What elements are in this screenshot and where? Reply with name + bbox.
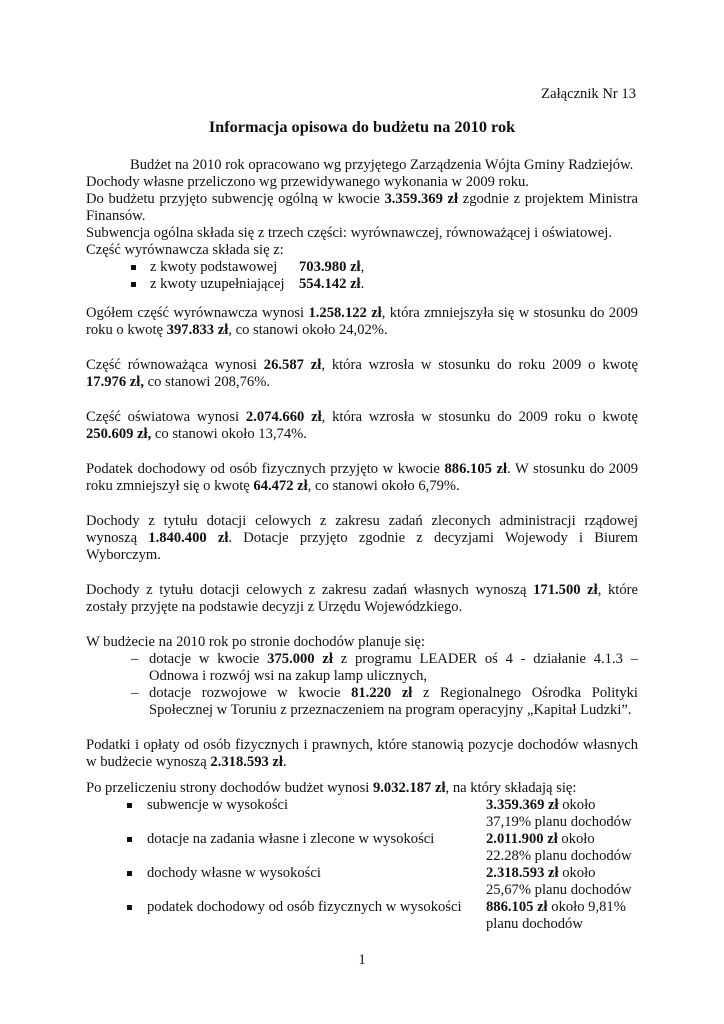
paragraph-line: zostały przyjęte na podstawie decyzji z Urzędu Wojewódzkiego. <box>86 599 463 615</box>
component-amount-value: 554.142 zł <box>299 276 361 292</box>
amount: 1.840.400 zł <box>148 530 229 546</box>
component-amount-value: 703.980 zł <box>299 259 361 275</box>
page-number: 1 <box>358 952 366 968</box>
intro-line-1: Budżet na 2010 rok opracowano wg przyjętego Zarządzenia Wójta Gminy Radziejów. <box>130 157 634 173</box>
square-bullet-icon <box>131 282 136 287</box>
paragraph-line <box>149 651 638 668</box>
planned-item <box>149 685 638 719</box>
square-bullet-icon <box>127 871 132 876</box>
paragraph-line <box>149 685 638 702</box>
amount: 2.318.593 zł <box>486 865 559 881</box>
amount: 2.318.593 zł <box>210 754 283 770</box>
text: dotacje rozwojowe w kwocie <box>149 685 352 701</box>
text: Podatek dochodowy od osób fizycznych przyjęto w kwocie <box>86 461 445 477</box>
text: Dochody z tytułu dotacji celowych z zakresu zadań własnych wynoszą <box>86 582 534 598</box>
amount: 64.472 zł <box>253 478 308 494</box>
amount: 397.833 zł <box>166 322 229 338</box>
text: , co stanowi około 24,02%. <box>228 322 388 338</box>
summary-item-amount <box>486 831 595 848</box>
summary-item-label: dotacje na zadania własne i zlecone w wysokości <box>147 831 435 847</box>
text: wynoszą <box>86 530 149 546</box>
intro-block <box>86 157 638 259</box>
paragraph-dotacje-wlasne <box>86 582 638 616</box>
component-suffix: . <box>360 276 365 292</box>
text: , która wzrosła w stosunku do 2009 roku o kwotę <box>321 409 638 425</box>
paragraph-podatek <box>86 461 638 495</box>
paragraph-dotacje-zlecone <box>86 513 638 564</box>
paragraph-oswiatowa <box>86 409 638 443</box>
intro-line-4: Finansów. <box>86 208 146 224</box>
amount: 250.609 zł, <box>86 426 152 442</box>
intro-line-3-tail: zgodnie z projektem Ministra <box>458 191 639 207</box>
component-amount <box>299 259 364 276</box>
text: , na który składają się: <box>445 780 577 796</box>
text: co stanowi 208,76%. <box>143 374 271 390</box>
summary-item-label: subwencje w wysokości <box>147 797 289 813</box>
amount: 2.011.900 zł <box>486 831 558 847</box>
component-label: z kwoty uzupełniającej <box>150 276 285 292</box>
text: roku zmniejszył się o kwotę <box>86 478 254 494</box>
amount: 1.258.122 zł <box>308 305 382 321</box>
summary-intro <box>86 780 638 797</box>
paragraph-line: Dochody z tytułu dotacji celowych z zakresu zadań zleconych administracji rządowej <box>86 513 638 529</box>
text: , co stanowi około 6,79%. <box>307 478 460 494</box>
text: około <box>558 865 596 881</box>
paragraph-line <box>86 780 638 797</box>
summary-item-share: 37,19% planu dochodów <box>486 814 632 830</box>
paragraph-planuje <box>86 634 638 651</box>
paragraph-line <box>86 754 638 771</box>
text: z programu LEADER oś 4 - działanie 4.1.3 – <box>332 651 639 667</box>
intro-line-5: Subwencja ogólna składa się z trzech części: wyrównawczej, równoważącej i oświatowej. <box>86 225 612 241</box>
amount: 26.587 zł <box>263 357 322 373</box>
component-label: z kwoty podstawowej <box>150 259 278 275</box>
component-suffix: , <box>360 259 365 275</box>
square-bullet-icon <box>127 837 132 842</box>
amount: 886.105 zł <box>444 461 508 477</box>
summary-item-amount <box>486 865 595 882</box>
amount: 886.105 zł <box>486 899 548 915</box>
paragraph-wyrownawcza <box>86 305 638 339</box>
planned-item <box>149 651 638 685</box>
amount: 171.500 zł <box>533 582 598 598</box>
summary-item-share: 22.28% planu dochodów <box>486 848 632 864</box>
text: Po przeliczeniu strony dochodów budżet wynosi <box>86 780 373 796</box>
paragraph-line: Społecznej w Toruniu z przeznaczeniem na program operacyjny „Kapitał Ludzki”. <box>149 702 632 718</box>
paragraph-line <box>86 478 638 495</box>
text: , które <box>597 582 638 598</box>
paragraph-line <box>86 305 638 322</box>
paragraph-line <box>86 374 638 391</box>
paragraph-rownowazaca <box>86 357 638 391</box>
text: około <box>557 831 595 847</box>
summary-item-amount <box>486 797 595 814</box>
paragraph-line <box>86 582 638 599</box>
summary-item-amount <box>486 899 626 916</box>
dash-bullet-icon: – <box>131 685 139 701</box>
document-title: Informacja opisowa do budżetu na 2010 rok <box>208 117 516 136</box>
summary-item-share: planu dochodów <box>486 916 583 932</box>
paragraph-line: Podatki i opłaty od osób fizycznych i prawnych, które stanowią pozycje dochodów własnych <box>86 737 638 753</box>
text: około <box>558 797 596 813</box>
amount: 9.032.187 zł <box>372 780 446 796</box>
paragraph-line <box>86 530 638 547</box>
summary-item-share: 25,67% planu dochodów <box>486 882 632 898</box>
text: dotacje w kwocie <box>149 651 268 667</box>
text: , która wzrosła w stosunku do roku 2009 o kwotę <box>321 357 638 373</box>
intro-line-2: Dochody własne przeliczono wg przewidywanego wykonania w 2009 roku. <box>86 174 529 190</box>
annex-label: Załącznik Nr 13 <box>541 86 636 102</box>
paragraph-line <box>86 409 638 426</box>
paragraph-line: Odnowa i rozwój wsi na zakup lamp ulicznych, <box>149 668 428 684</box>
paragraph-line <box>86 357 638 374</box>
component-amount <box>299 276 364 293</box>
paragraph-line <box>86 461 638 478</box>
text: . <box>282 754 287 770</box>
text: Część równoważąca wynosi <box>86 357 264 373</box>
paragraph-line: Wyborczym. <box>86 547 161 563</box>
square-bullet-icon <box>127 803 132 808</box>
amount: 3.359.369 zł <box>486 797 559 813</box>
subwencja-amount: 3.359.369 zł <box>384 191 459 207</box>
text: Ogółem część wyrównawcza wynosi <box>86 305 309 321</box>
amount: 17.976 zł, <box>86 374 144 390</box>
dash-bullet-icon: – <box>131 651 139 667</box>
text: . W stosunku do 2009 <box>507 461 638 477</box>
paragraph-line <box>86 426 638 443</box>
amount: 2.074.660 zł <box>245 409 322 425</box>
text: z Regionalnego Ośrodka Polityki <box>412 685 638 701</box>
text: . Dotacje przyjęto zgodnie z decyzjami Wojewody i Biurem <box>228 530 638 546</box>
summary-item-label: podatek dochodowy od osób fizycznych w wysokości <box>147 899 462 915</box>
paragraph-line: W budżecie na 2010 rok po stronie dochodów planuje się: <box>86 634 425 650</box>
intro-line-3-text: Do budżetu przyjęto subwencję ogólną w kwocie <box>86 191 385 207</box>
amount: 375.000 zł <box>267 651 333 667</box>
intro-line-6: Część wyrównawcza składa się z: <box>86 242 284 258</box>
summary-item-label: dochody własne w wysokości <box>147 865 321 881</box>
text: co stanowi około 13,74%. <box>151 426 307 442</box>
intro-line-3 <box>86 191 638 208</box>
text: w budżecie wynoszą <box>86 754 211 770</box>
text: około 9,81% <box>547 899 626 915</box>
paragraph-line <box>86 322 638 339</box>
text: Część oświatowa wynosi <box>86 409 246 425</box>
amount: 81.220 zł <box>351 685 413 701</box>
square-bullet-icon <box>127 905 132 910</box>
text: roku o kwotę <box>86 322 167 338</box>
square-bullet-icon <box>131 265 136 270</box>
text: , która zmniejszyła się w stosunku do 2009 <box>381 305 638 321</box>
paragraph-podatki-oplaty <box>86 737 638 771</box>
